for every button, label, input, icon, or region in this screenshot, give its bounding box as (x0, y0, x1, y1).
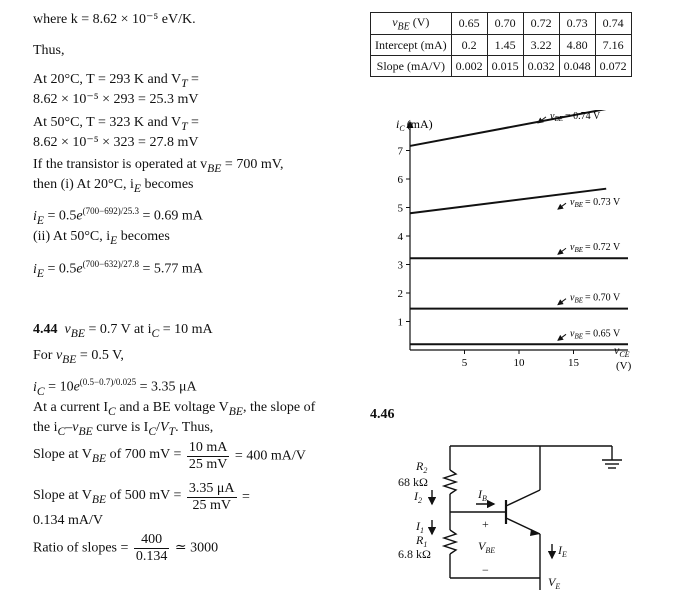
text-at-50c: At 50°C, T = 323 K and $V_T$ = 8.62 × 10⁻⁵ × 323 = 27.8 mV (33, 115, 199, 150)
table-cell: 0.2 (451, 35, 487, 56)
text-at-50c-ie: (ii) At 50°C, $i_E$ becomes (33, 229, 170, 247)
bjt-collector (506, 490, 540, 506)
label-r1-value: 6.8 kΩ (398, 547, 431, 561)
label-r2-value: 68 kΩ (398, 475, 428, 489)
chart-y-tick-label: 2 (397, 288, 403, 300)
label-vbe: $V_{BE}$ (478, 539, 496, 555)
chart-series-label: $v_{BE} = 0.65$ V (570, 328, 621, 341)
chart-y-tick-label: 3 (397, 259, 403, 272)
equation-ie-50c: $i_E = 0.5e^{(700-632)/27.8} = 5.77$ mA (33, 259, 203, 280)
chart-y-tick-label: 6 (397, 174, 403, 186)
text-if-operated: If the transistor is operated at $v_{BE} = 700$ mV, then (i) At 20°C, $i_E$ becomes (33, 157, 284, 195)
label-ie: $I_E$ (558, 543, 567, 559)
table-cell: 0.002 (451, 56, 487, 77)
text-for-vbe: For $v_{BE} = 0.5$ V, (33, 348, 124, 366)
chart-x-tick-label: 10 (513, 357, 525, 369)
text-current-slope: At a current $I_C$ and a BE voltage $V_{BE}$, the slope of the $i_C-v_{BE}$ curve is $I_C/V_T$. Thus, (33, 400, 316, 438)
text-thus: Thus, (33, 43, 65, 58)
chart-y-tick-label: 7 (397, 145, 403, 158)
table-cell: 0.74 (595, 13, 631, 35)
chart-series-label-arrow (558, 334, 566, 340)
equation-ie-20c: $i_E = 0.5e^{(700-692)/25.3} = 0.69$ mA (33, 206, 203, 227)
ic-vce-chart (370, 110, 670, 380)
circuit-diagram (390, 440, 650, 590)
table-cell: 0.73 (559, 13, 595, 35)
table-header-slope: Slope (mA/V) (371, 56, 452, 77)
equation-ratio-slopes: Ratio of slopes = $\frac{400}{0.134}$ ≃ 3000 (33, 532, 219, 564)
table-cell: 0.72 (523, 13, 559, 35)
table-header-vbe: $v_{BE}$ (V) (371, 13, 452, 35)
table-cell: 0.032 (523, 56, 559, 77)
table-cell: 0.65 (451, 13, 487, 35)
problem-4-46-number: 4.46 (370, 407, 395, 422)
chart-x-label: $v_{CE}$ (614, 343, 630, 359)
chart-series-label-arrow (558, 203, 566, 209)
label-ve: $V_E$ (548, 575, 561, 590)
equation-slope-700: Slope at $V_{BE}$ of 700 mV = $\frac{10 mA}{25 mV}$ = 400 mA/V (33, 440, 306, 472)
text-slope-500-result: 0.134 mA/V (33, 513, 103, 528)
chart-y-tick-label: 1 (397, 316, 403, 329)
label-i1: $I_1$ (416, 519, 424, 535)
table-cell: 1.45 (487, 35, 523, 56)
label-i2: $I_2$ (414, 489, 422, 505)
label-ib: $I_B$ (478, 487, 487, 503)
chart-x-tick-label: 5 (461, 357, 468, 369)
problem-4-44-statement: 4.44 $v_{BE} = 0.7$ V at $i_C = 10$ mA (33, 322, 213, 340)
table-cell: 0.072 (595, 56, 631, 77)
table-row (371, 35, 632, 56)
r2-resistor (444, 470, 456, 494)
table-cell: 3.22 (523, 35, 559, 56)
table-cell: 0.048 (559, 56, 595, 77)
chart-y-label: $i_C$ (mA) (396, 117, 433, 133)
chart-series-label: $v_{BE} = 0.73$ V (570, 197, 621, 210)
label-r2: $R_2$ (416, 459, 428, 475)
chart-series-label: $v_{BE} = 0.74$ V (550, 110, 601, 123)
equation-slope-500: Slope at $V_{BE}$ of 500 mV = $\frac{3.35 \mu A}{25 mV}$ = (33, 481, 250, 513)
vbe-data-table (370, 12, 632, 77)
chart-series-label-arrow (558, 299, 566, 305)
emitter-arrow-icon (530, 529, 540, 536)
chart-x-tick-label: 15 (568, 357, 579, 369)
table-row (371, 13, 632, 35)
chart-x-unit: (V) (616, 360, 632, 372)
chart-series-label: $v_{BE} = 0.72$ V (570, 242, 621, 255)
chart-y-tick-label: 4 (397, 231, 403, 243)
equation-ic: $i_C = 10e^{(0.5-0.7)/0.025} = 3.35$ μA (33, 377, 197, 398)
table-header-intercept: Intercept (mA) (371, 35, 452, 56)
label-plus: + (482, 517, 489, 531)
table-cell: 4.80 (559, 35, 595, 56)
label-r1: $R_1$ (416, 533, 428, 549)
table-cell: 7.16 (595, 35, 631, 56)
table-row (371, 56, 632, 77)
text-k-definition: where k = 8.62 × 10⁻⁵ eV/K. (33, 12, 196, 27)
chart-series-label-arrow (558, 248, 566, 254)
table-cell: 0.70 (487, 13, 523, 35)
chart-series-label: $v_{BE} = 0.70$ V (570, 292, 621, 305)
r1-resistor (444, 530, 456, 554)
text-at-20c: At 20°C, T = 293 K and $V_T$ = 8.62 × 10⁻⁵ × 293 = 25.3 mV (33, 72, 199, 107)
table-cell: 0.015 (487, 56, 523, 77)
chart-y-tick-label: 5 (397, 202, 403, 215)
label-minus: − (482, 563, 489, 577)
